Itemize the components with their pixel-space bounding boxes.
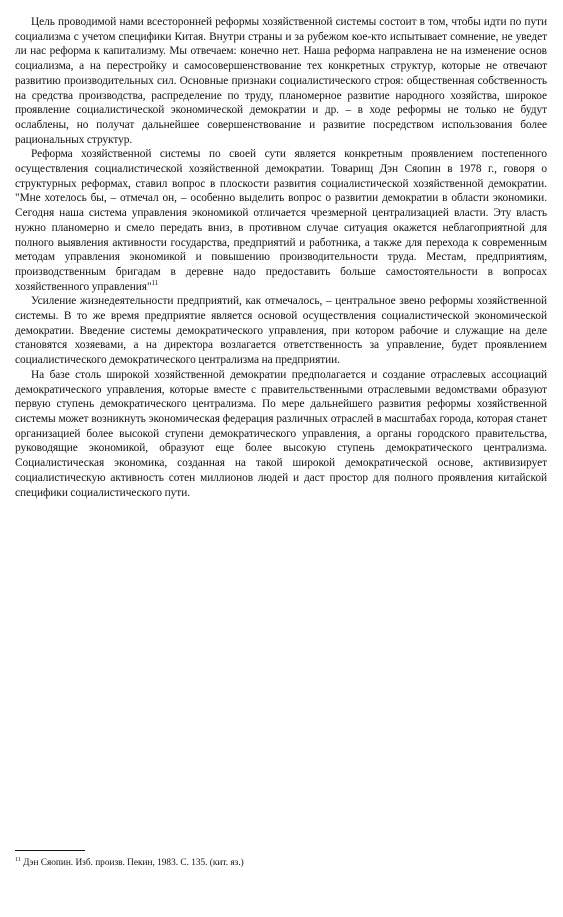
footnote-divider <box>15 850 85 851</box>
paragraph-1 <box>15 15 547 147</box>
paragraph-4 <box>15 368 547 500</box>
paragraph-4-text: На базе столь широкой хозяйственной демократии предполагается и создание отраслевых ассоциаций демократического управления, которые вместе с правительственными отраслевыми ведомствами образуют первую ступень демократического централизма. По мере дальнейшего развития реформы хозяйственной системы может возникнуть экономическая федерация различных отраслей в масштабах города, которая станет организацией более высокой ступени демократического управления, а органы городского правительства, руководящие экономикой, образуют еще более высокую ступень демократического централизма. Социалистическая экономика, созданная на такой широкой демократической основе, активизирует социалистическую активность сотен миллионов людей и даст простор для полного проявления китайской специфики социалистического пути. <box>15 368 547 499</box>
paragraph-2-text: Реформа хозяйственной системы по своей сути является конкретным проявлением постепенного осуществления социалистической хозяйственной демократии. Товарищ Дэн Сяопин в 1978 г., говоря о структурных реформах, ставил вопрос в плоскости развития социалистической хозяйственной демократии. "Мне хотелось бы, – отмечал он, – особенно выделить вопрос о развитии демократии в области экономики. Сегодня наша система управления экономикой отличается чрезмерной централизацией власти. Эту власть нужно планомерно и смело передать вниз, в противном случае ситуация окажется неблагоприятной для полного выявления активности государства, предприятий и работника, а также для перехода к современным методам управления экономикой и повышению производительности труда. Местам, предприятиям, производственным бригадам в деревне надо предоставить больше самостоятельности в вопросах хозяйственного управления" <box>15 148 547 293</box>
paragraph-2 <box>15 147 547 294</box>
paragraph-3 <box>15 294 547 368</box>
footnote-text: Дэн Сяопин. Изб. произв. Пекин, 1983. С. 135. (кит. яз.) <box>23 858 244 868</box>
paragraph-1-text: Цель проводимой нами всесторонней реформы хозяйственной системы состоит в том, чтобы идти по пути социализма с учетом специфики Китая. Внутри страны и за рубежом кое-кто испытывает сомнение, не уведет ли нас реформа к капитализму. Мы отвечаем: конечно нет. Наша реформа направлена не на изменение основ социализма, а на перестройку и самосовершенствование тех конкретных структур, которые не отвечают развитию производительных сил. Основные признаки социалистического строя: общественная собственность на средства производства, распределение по труду, планомерное развитие народного хозяйства, широкое проявление социалистической экономической демократии и др. – в ходе реформы не только не будут ослаблены, но получат дальнейшее совершенствование и развитие посредством использования более рациональных структур. <box>15 16 547 146</box>
main-text <box>15 15 547 500</box>
footnote-reference: 11 <box>151 278 159 287</box>
footnote-mark: 11 <box>15 856 21 863</box>
paragraph-3-text: Усиление жизнедеятельности предприятий, как отмечалось, – центральное звено реформы хозяйственной системы. В то же время предприятие является основой осуществления социалистической экономической демократии. Введение системы демократического управления, при котором рабочие и служащие на деле становятся хозяевами, а на директора возлагается ответственность за управление, будет проявлением социалистического демократического централизма на предприятии. <box>15 295 547 367</box>
footnote <box>15 857 547 869</box>
